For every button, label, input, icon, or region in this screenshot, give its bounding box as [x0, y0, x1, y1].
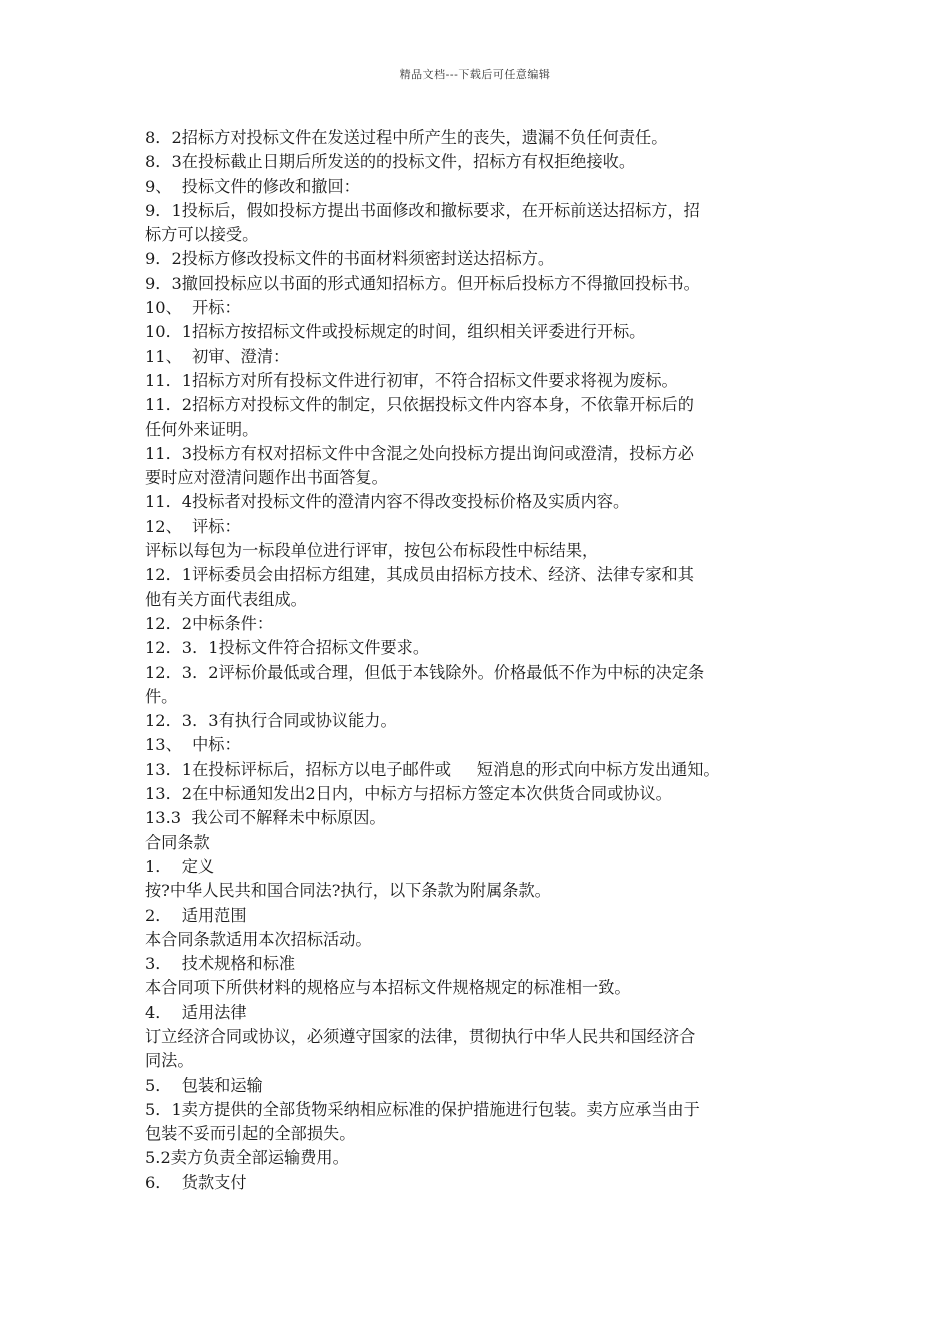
text-line: 件。 [145, 686, 178, 706]
text-line: 按?中华人民共和国合同法?执行，以下条款为附属条款。 [145, 881, 551, 901]
text-line: 包装不妥而引起的全部损失。 [145, 1124, 356, 1144]
text-line: 9．1投标后，假如投标方提出书面修改和撤标要求，在开标前送达招标方，招 [145, 200, 700, 220]
text-line: 12．3．3有执行合同或协议能力。 [145, 711, 397, 731]
text-line: 同法。 [145, 1051, 194, 1071]
text-line: 13、 中标： [145, 735, 241, 755]
text-line: 本合同项下所供材料的规格应与本招标文件规格规定的标准相一致。 [145, 978, 631, 998]
text-line: 3． 技术规格和标准 [145, 954, 296, 974]
text-line: 任何外来证明。 [145, 419, 259, 439]
text-line: 5．1卖方提供的全部货物采纳相应标准的保护措施进行包装。卖方应承当由于 [145, 1099, 700, 1119]
text-line: 9、 投标文件的修改和撤回： [145, 176, 360, 196]
text-line: 6． 货款支付 [145, 1172, 247, 1192]
text-line: 12．1评标委员会由招标方组建，其成员由招标方技术、经济、法律专家和其 [145, 565, 694, 585]
text-line: 8．2招标方对投标文件在发送过程中所产生的丧失，遗漏不负任何责任。 [145, 128, 668, 147]
text-line: 13．2在中标通知发出2日内，中标方与招标方签定本次供货合同或协议。 [145, 784, 672, 804]
text-line: 12、 评标： [145, 516, 241, 536]
text-line: 评标以每包为一标段单位进行评审，按包公布标段性中标结果， [145, 541, 599, 561]
text-line: 5． 包装和运输 [145, 1075, 263, 1095]
text-line: 12．2中标条件： [145, 613, 274, 633]
text-line: 11．4投标者对投标文件的澄清内容不得改变投标价格及实质内容。 [145, 492, 630, 512]
text-line: 13.3 我公司不解释未中标原因。 [145, 808, 386, 828]
text-line: 9．3撤回投标应以书面的形式通知招标方。但开标后投标方不得撤回投标书。 [145, 273, 700, 293]
text-line: 10．1招标方按招标文件或投标规定的时间，组织相关评委进行开标。 [145, 322, 646, 342]
text-line: 1． 定义 [145, 856, 215, 876]
text-line: 9．2投标方修改投标文件的书面材料须密封送达招标方。 [145, 249, 555, 269]
text-line: 本合同条款适用本次招标活动。 [145, 929, 372, 949]
text-line: 12．3．1投标文件符合招标文件要求。 [145, 638, 430, 658]
text-line: 5.2卖方负责全部运输费用。 [145, 1148, 349, 1168]
text-line: 13．1在投标评标后，招标方以电子邮件或 短消息的形式向中标方发出通知。 [145, 759, 720, 779]
text-line: 11、 初审、澄清： [145, 346, 290, 366]
text-line: 合同条款 [145, 832, 210, 852]
text-line: 2． 适用范围 [145, 905, 247, 925]
text-line: 4． 适用法律 [145, 1002, 247, 1022]
text-line: 11．3投标方有权对招标文件中含混之处向投标方提出询问或澄清，投标方必 [145, 443, 694, 463]
text-line: 要时应对澄清问题作出书面答复。 [145, 468, 388, 488]
text-line: 8．3在投标截止日期后所发送的的投标文件，招标方有权拒绝接收。 [145, 152, 636, 172]
text-line: 11．1招标方对所有投标文件进行初审，不符合招标文件要求将视为废标。 [145, 370, 678, 390]
text-line: 标方可以接受。 [145, 225, 259, 245]
text-line: 11．2招标方对投标文件的制定，只依据投标文件内容本身，不依靠开标后的 [145, 395, 694, 415]
text-line: 10、 开标： [145, 298, 241, 318]
text-line: 12．3．2评标价最低或合理，但低于本钱除外。价格最低不作为中标的决定条 [145, 662, 705, 682]
text-line: 订立经济合同或协议，必须遵守国家的法律，贯彻执行中华人民共和国经济合 [145, 1026, 696, 1046]
text-line: 他有关方面代表组成。 [145, 589, 307, 609]
document-body [145, 126, 825, 1195]
page-header: 精品文档---下载后可任意编辑 [399, 68, 551, 81]
